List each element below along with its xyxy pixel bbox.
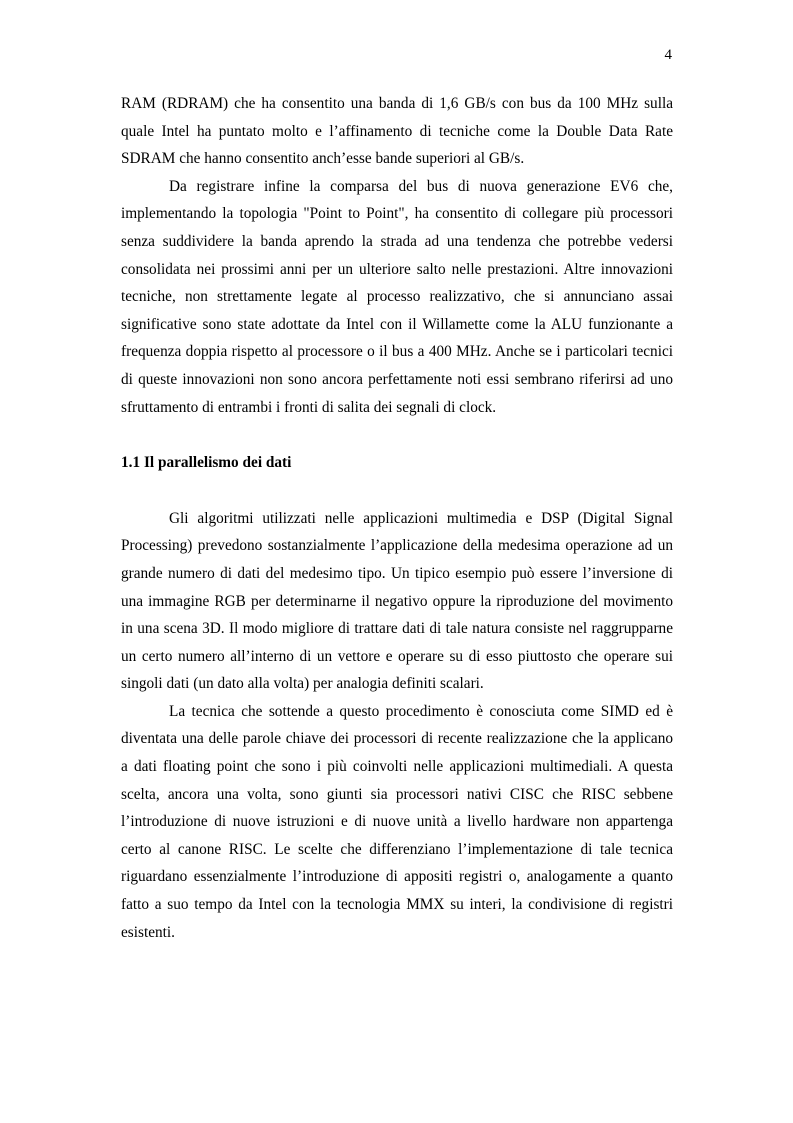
page-content	[121, 90, 673, 946]
paragraph-algorithms: Gli algoritmi utilizzati nelle applicazioni multimedia e DSP (Digital Signal Processing) prevedono sostanzialmente l’applicazione della medesima operazione ad un grande numero di dati del medesimo tipo. Un tipico esempio può essere l’inversione di una immagine RGB per determinarne il negativo oppure la riproduzione del movimento in una scena 3D. Il modo migliore di trattare dati di tale natura consiste nel raggrupparne un certo numero all’interno di un vettore e operare su di esso piuttosto che operare sui singoli dati (un dato alla volta) per analogia definiti scalari.	[121, 509, 673, 693]
paragraph-ev6-bus: Da registrare infine la comparsa del bus di nuova generazione EV6 che, implementando la topologia "Point to Point", ha consentito di collegare più processori senza suddividere la banda aprendo la strada ad una tendenza che potrebbe vedersi consolidata nei prossimi anni per un ulteriore salto nelle prestazioni. Altre innovazioni tecniche, non strettamente legate al processo realizzativo, che si annunciano assai significative sono state adottate da Intel con il Willamette come la ALU funzionante a frequenza doppia rispetto al processore o il bus a 400 MHz. Anche se i particolari tecnici di queste innovazioni non sono ancora perfettamente noti essi sembrano riferirsi ad uno sfruttamento di entrambi i fronti di salita dei segnali di clock.	[121, 177, 673, 416]
paragraph-simd: La tecnica che sottende a questo procedimento è conosciuta come SIMD ed è diventata una delle parole chiave dei processori di recente realizzazione che la applicano a dati floating point che sono i più coinvolti nelle applicazioni multimediali. A questa scelta, ancora una volta, sono giunti sia processori nativi CISC che RISC sebbene l’introduzione di nuove istruzioni e di nuove unità a livello hardware non appartenga certo al canone RISC. Le scelte che differenziano l’implementazione di tale tecnica riguardano essenzialmente l’introduzione di appositi registri o, analogamente a quanto fatto a suo tempo da Intel con la tecnologia MMX su interi, la condivisione di registri esistenti.	[121, 702, 673, 941]
section-heading: 1.1 Il parallelismo dei dati	[121, 454, 292, 472]
paragraph-continuation: RAM (RDRAM) che ha consentito una banda di 1,6 GB/s con bus da 100 MHz sulla quale Intel ha puntato molto e l’affinamento di tecniche come la Double Data Rate SDRAM che hanno consentito anch’esse bande superiori al GB/s.	[121, 95, 673, 168]
page-number: 4	[664, 47, 672, 63]
